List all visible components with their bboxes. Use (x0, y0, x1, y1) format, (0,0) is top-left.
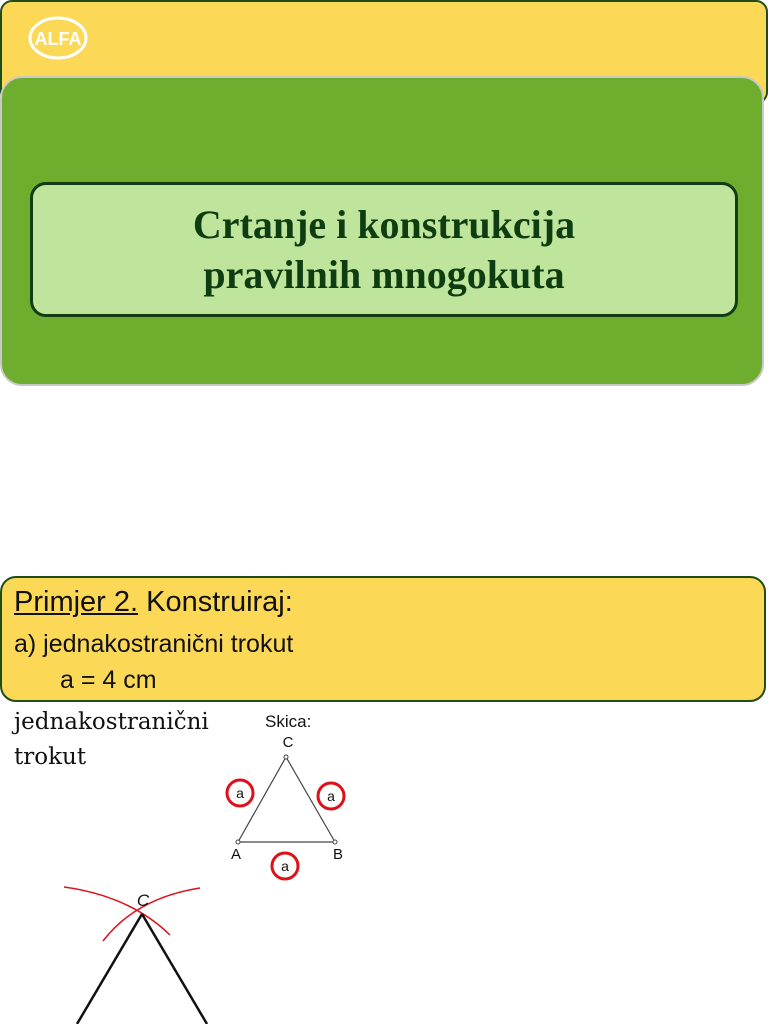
svg-text:a: a (236, 785, 244, 801)
example-item-a: a) jednakostranični trokut (14, 630, 294, 658)
side-mark-right (318, 783, 344, 809)
construction-side-left (77, 914, 142, 1024)
side-mark-left (227, 780, 253, 806)
example-number: Primjer 2. (14, 586, 139, 618)
title-line-2: pravilnih mnogokuta (203, 251, 565, 297)
example-instruction: Konstruiraj: (138, 586, 293, 618)
svg-text:ALFA: ALFA (34, 29, 82, 49)
sketch-triangle (227, 734, 344, 879)
construction-vertex-label: C (136, 891, 150, 910)
vertex-label-a: A (230, 846, 242, 863)
figure-label: jednakostranični trokut (14, 709, 209, 770)
construction-arc-left (64, 887, 170, 935)
example-side-value: a = 4 cm (60, 666, 157, 694)
side-mark-bottom (272, 853, 298, 879)
construction-side-right (142, 914, 207, 1024)
construction-drawing (64, 887, 207, 1024)
vertex-label-b: B (332, 846, 344, 863)
sketch-label: Skica: (265, 712, 312, 731)
title-line-1: Crtanje i konstrukcija (192, 201, 576, 247)
construction-arc-right (103, 888, 200, 941)
svg-text:a: a (327, 788, 335, 804)
svg-text:a: a (281, 858, 289, 874)
vertex-label-c: C (282, 734, 294, 751)
